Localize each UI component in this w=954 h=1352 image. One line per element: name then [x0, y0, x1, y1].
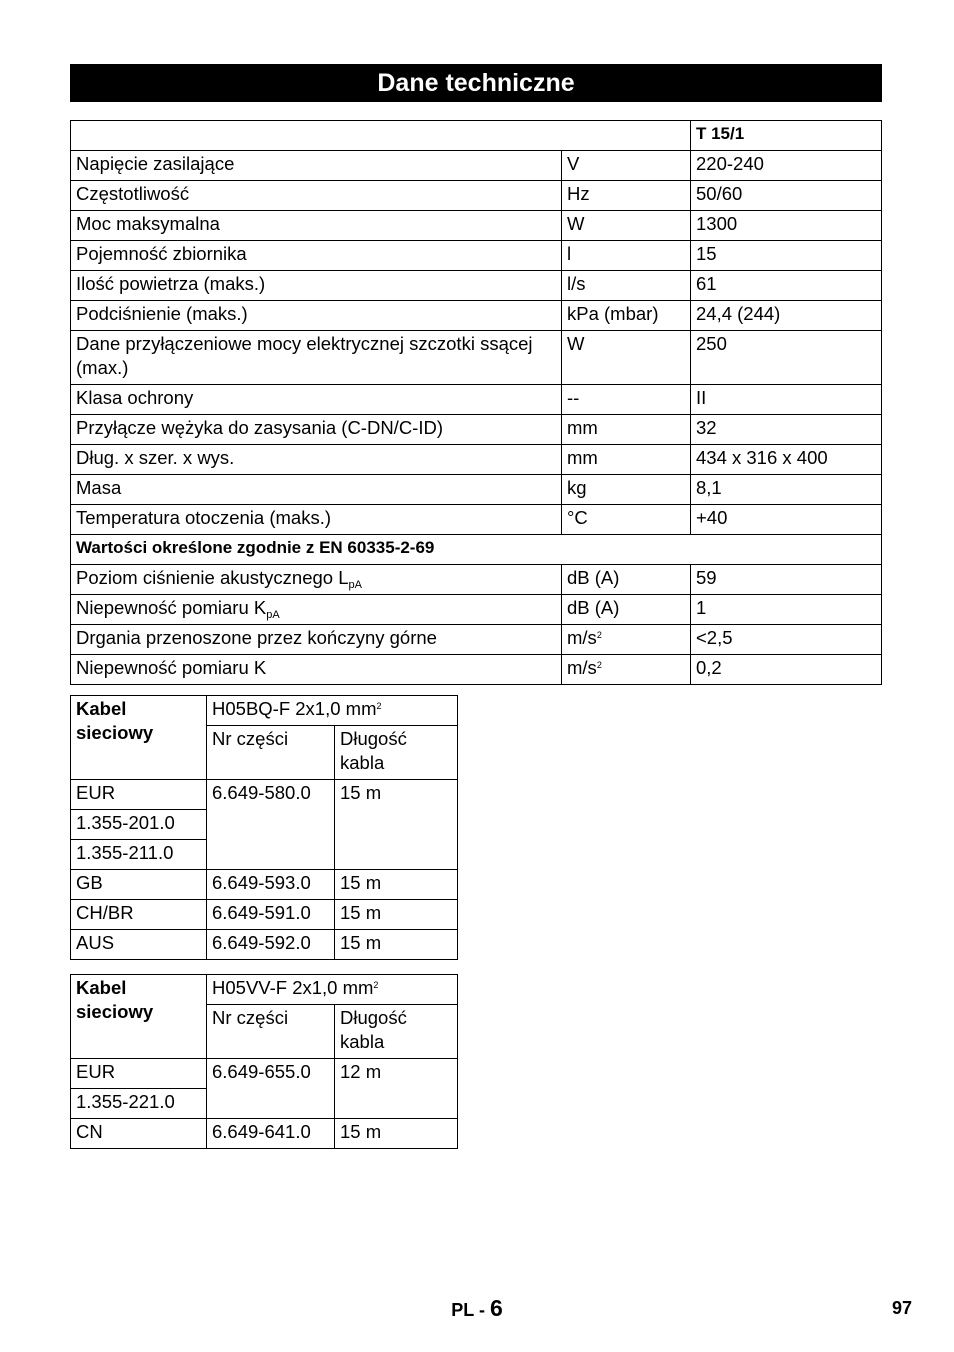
row-unit-superscript: 2: [596, 660, 602, 670]
cable-country: EUR: [71, 1059, 207, 1089]
model-name: T 15/1: [691, 121, 882, 151]
table-row: [71, 900, 458, 930]
row-label: Moc maksymalna: [71, 211, 562, 241]
row-label: Napięcie zasilające: [71, 151, 562, 181]
table-row: [71, 595, 882, 625]
table-row: [71, 565, 882, 595]
row-unit: W: [562, 211, 691, 241]
cable-length: 15 m: [335, 780, 458, 870]
table-row: [71, 445, 882, 475]
table-row: [71, 625, 882, 655]
row-unit-text: dB (A): [567, 597, 620, 618]
cable-length: 15 m: [335, 870, 458, 900]
row-unit: mm: [562, 445, 691, 475]
row-unit: °C: [562, 505, 691, 535]
technical-data-table: [70, 120, 882, 685]
cable-type-superscript: 2: [373, 980, 379, 990]
cable-type-superscript: 2: [376, 701, 382, 711]
row-unit: [562, 565, 691, 595]
row-value: 8,1: [691, 475, 882, 505]
row-label: Przyłącze wężyka do zasysania (C-DN/C-ID): [71, 415, 562, 445]
row-unit: kPa (mbar): [562, 301, 691, 331]
cable-country: GB: [71, 870, 207, 900]
row-label-subscript: pA: [348, 579, 362, 591]
cable-part: 6.649-641.0: [207, 1119, 335, 1149]
table-row: [71, 1059, 458, 1089]
table-row: [71, 1119, 458, 1149]
cable-type: [207, 975, 458, 1005]
row-unit: V: [562, 151, 691, 181]
row-value: 61: [691, 271, 882, 301]
cable-part: 6.649-593.0: [207, 870, 335, 900]
page-number: 97: [891, 1298, 912, 1318]
row-label: Masa: [71, 475, 562, 505]
row-label-text: Niepewność pomiaru K: [76, 657, 267, 678]
col-header-part: Nr części: [207, 726, 335, 780]
table-row: [71, 331, 882, 385]
table-row: [71, 475, 882, 505]
section-heading-row: [71, 535, 882, 565]
row-label: Podciśnienie (maks.): [71, 301, 562, 331]
table-header-empty: [71, 121, 691, 151]
row-label: Pojemność zbiornika: [71, 241, 562, 271]
cable-length: 15 m: [335, 900, 458, 930]
row-label-text: Niepewność pomiaru K: [76, 597, 267, 618]
table-row: [71, 655, 882, 685]
row-label-text: Poziom ciśnienie akustycznego L: [76, 567, 349, 588]
table-row: [71, 415, 882, 445]
footer-section-number: 6: [489, 1295, 503, 1321]
table-row: [71, 505, 882, 535]
cable-length: 12 m: [335, 1059, 458, 1119]
col-header-length: Długość kabla: [335, 1005, 458, 1059]
cable-part: 6.649-655.0: [207, 1059, 335, 1119]
row-unit: W: [562, 331, 691, 385]
table-row: [71, 301, 882, 331]
cable-country: 1.355-201.0: [71, 810, 207, 840]
cable-country: AUS: [71, 930, 207, 960]
row-value: 15: [691, 241, 882, 271]
row-value: 1300: [691, 211, 882, 241]
row-label: Dług. x szer. x wys.: [71, 445, 562, 475]
cable-part: 6.649-580.0: [207, 780, 335, 870]
table-header-row: [71, 121, 882, 151]
row-unit-text: m/s: [567, 657, 597, 678]
footer-separator: -: [478, 1300, 485, 1320]
row-label: [71, 625, 562, 655]
row-label: Dane przyłączeniowe mocy elektrycznej szczotki ssącej (max.): [71, 331, 562, 385]
cable-country: 1.355-221.0: [71, 1089, 207, 1119]
power-cable-table-h05vv: [70, 974, 458, 1149]
cable-country: CH/BR: [71, 900, 207, 930]
table-row: [71, 780, 458, 810]
cable-part: 6.649-591.0: [207, 900, 335, 930]
row-value: 434 x 316 x 400: [691, 445, 882, 475]
cable-country: EUR: [71, 780, 207, 810]
row-value: <2,5: [691, 625, 882, 655]
row-value: +40: [691, 505, 882, 535]
cable-type-text: H05BQ-F 2x1,0 mm: [212, 698, 377, 719]
row-label: Ilość powietrza (maks.): [71, 271, 562, 301]
cable-heading: Kabel sieciowy: [71, 696, 207, 780]
table-row: [71, 870, 458, 900]
footer-section-label: [0, 1295, 954, 1322]
page-title: Dane techniczne: [70, 64, 882, 102]
table-row: [71, 271, 882, 301]
table-row: [71, 385, 882, 415]
table-row: [71, 211, 882, 241]
row-value: 1: [691, 595, 882, 625]
row-unit-text: dB (A): [567, 567, 620, 588]
cable-country: CN: [71, 1119, 207, 1149]
power-cable-table-h05bq: [70, 695, 458, 960]
row-value: 50/60: [691, 181, 882, 211]
cable-type: [207, 696, 458, 726]
row-value: 0,2: [691, 655, 882, 685]
row-label: [71, 595, 562, 625]
row-unit: [562, 655, 691, 685]
row-unit: --: [562, 385, 691, 415]
table-row: [71, 241, 882, 271]
row-unit: [562, 625, 691, 655]
table-row: [71, 181, 882, 211]
cable-heading: Kabel sieciowy: [71, 975, 207, 1059]
cable-length: 15 m: [335, 1119, 458, 1149]
row-label: Klasa ochrony: [71, 385, 562, 415]
footer-language: PL: [451, 1300, 474, 1320]
row-unit: mm: [562, 415, 691, 445]
row-unit-text: m/s: [567, 627, 597, 648]
row-value: II: [691, 385, 882, 415]
row-value: 32: [691, 415, 882, 445]
cable-type-row: [71, 975, 458, 1005]
row-label-text: Drgania przenoszone przez kończyny górne: [76, 627, 437, 648]
cable-type-row: [71, 696, 458, 726]
col-header-length: Długość kabla: [335, 726, 458, 780]
row-value: 59: [691, 565, 882, 595]
cable-type-text: H05VV-F 2x1,0 mm: [212, 977, 374, 998]
row-label: [71, 655, 562, 685]
cable-country: 1.355-211.0: [71, 840, 207, 870]
table-row: [71, 930, 458, 960]
row-value: 250: [691, 331, 882, 385]
row-unit: kg: [562, 475, 691, 505]
row-unit-superscript: 2: [596, 630, 602, 640]
row-value: 24,4 (244): [691, 301, 882, 331]
row-unit: Hz: [562, 181, 691, 211]
cable-length: 15 m: [335, 930, 458, 960]
col-header-part: Nr części: [207, 1005, 335, 1059]
row-unit: l: [562, 241, 691, 271]
table-row: [71, 151, 882, 181]
row-unit: [562, 595, 691, 625]
row-label: Temperatura otoczenia (maks.): [71, 505, 562, 535]
row-label: Częstotliwość: [71, 181, 562, 211]
section-heading: Wartości określone zgodnie z EN 60335-2-69: [71, 535, 882, 565]
row-label: [71, 565, 562, 595]
row-label-subscript: pA: [266, 609, 280, 621]
cable-part: 6.649-592.0: [207, 930, 335, 960]
row-unit: l/s: [562, 271, 691, 301]
row-value: 220-240: [691, 151, 882, 181]
